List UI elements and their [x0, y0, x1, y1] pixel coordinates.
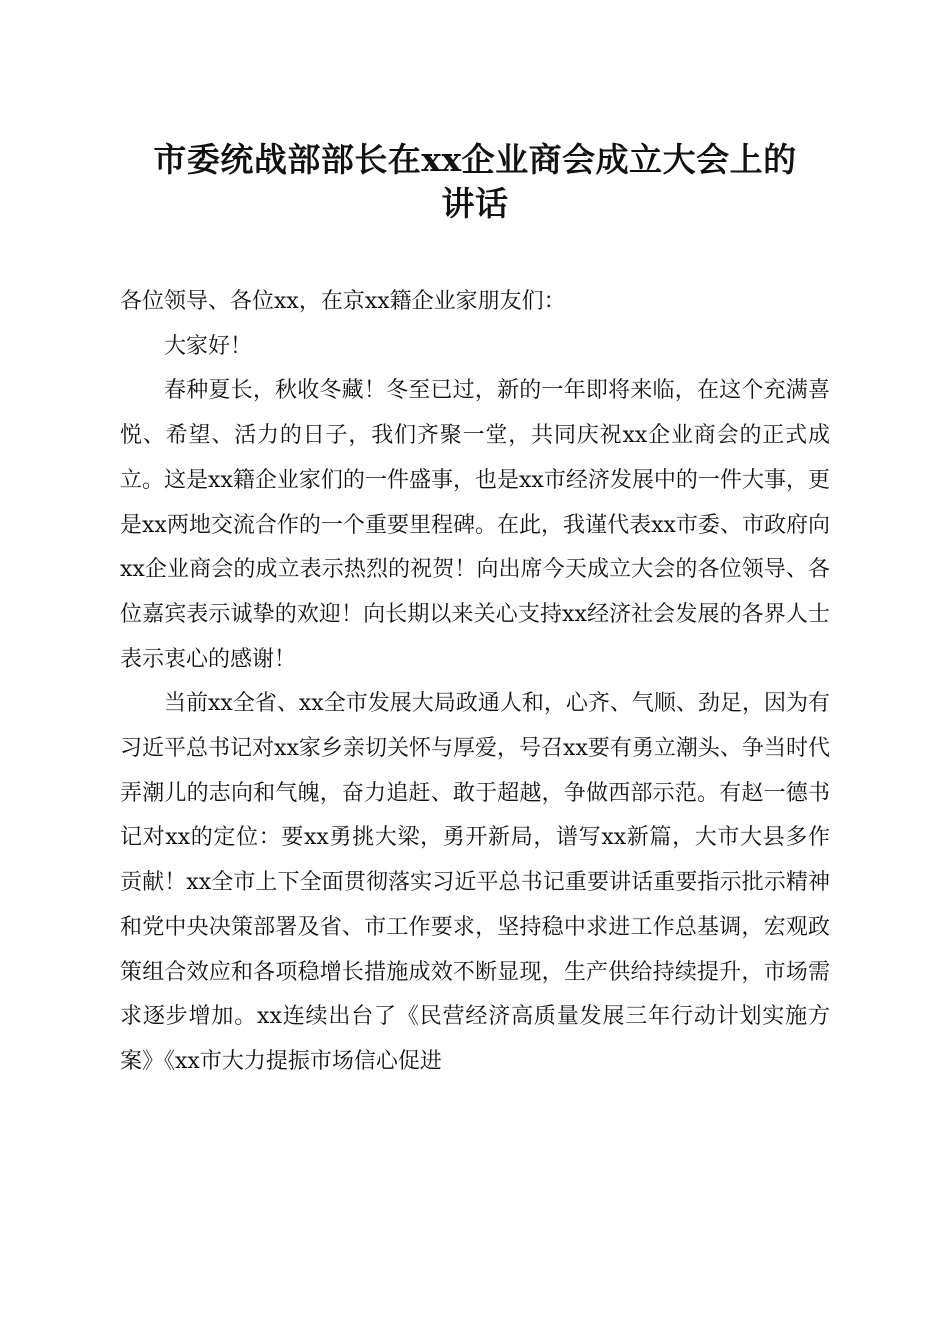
- greeting: 大家好！: [164, 333, 253, 359]
- document-title: [110, 138, 840, 226]
- salutation: 各位领导、各位xx，在京xx籍企业家朋友们：: [120, 289, 566, 314]
- paragraph: 春种夏长，秋收冬藏！冬至已过，新的一年即将来临，在这个充满喜悦、希望、活力的日子，我们齐聚一堂，共同庆祝xx企业商会的正式成立。这是xx籍企业家们的一件盛事，也是xx市经济发展中的一件大事，更是xx两地交流合作的一个重要里程碑。在此，我谨代表xx市委、市政府向xx企业商会的成立表示热烈的祝贺！向出席今天成立大会的各位领导、各位嘉宾表示诚挚的欢迎！向长期以来关心支持xx经济社会发展的各界人士表示衷心的感谢！: [120, 378, 830, 672]
- title-line-2: 讲话: [441, 184, 509, 223]
- title-line-1: 市委统战部部长在xx企业商会成立大会上的: [153, 140, 797, 179]
- document-body: [120, 280, 830, 1085]
- paragraph: 当前xx全省、xx全市发展大局政通人和，心齐、气顺、劲足，因为有习近平总书记对xx家乡亲切关怀与厚爱，号召xx要有勇立潮头、争当时代弄潮儿的志向和气魄，奋力追赶、敢于超越，争做西部示范。有赵一德书记对xx的定位：要xx勇挑大梁，勇开新局，谱写xx新篇，大市大县多作贡献！xx全市上下全面贯彻落实习近平总书记重要讲话重要指示批示精神和党中央决策部署及省、市工作要求，坚持稳中求进工作总基调，宏观政策组合效应和各项稳增长措施成效不断显现，生产供给持续提升，市场需求逐步增加。xx连续出台了《民营经济高质量发展三年行动计划实施方案》《xx市大力提振市场信心促进: [120, 691, 830, 1074]
